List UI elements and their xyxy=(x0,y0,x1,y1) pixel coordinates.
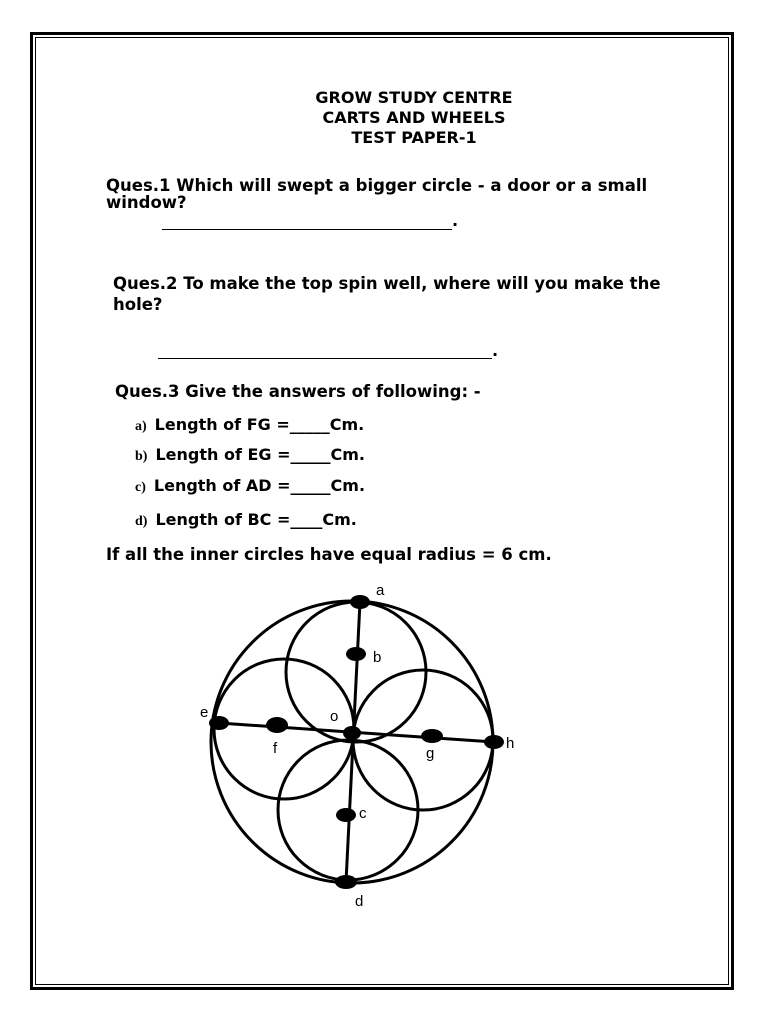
point-a xyxy=(350,595,370,609)
question-3-title: Ques.3 Give the answers of following: - xyxy=(115,382,481,401)
label-e: e xyxy=(200,704,209,721)
item-text: Length of FG =_____Cm. xyxy=(154,415,365,434)
page-header xyxy=(0,88,768,148)
item-marker: d) xyxy=(135,514,148,529)
question-3-item-a xyxy=(135,415,364,435)
point-c xyxy=(336,808,356,822)
answer-line-2-end: . xyxy=(492,341,499,360)
label-g: g xyxy=(426,745,435,762)
school-name: GROW STUDY CENTRE xyxy=(315,88,513,107)
label-o: o xyxy=(330,708,339,725)
paper-title: TEST PAPER-1 xyxy=(351,128,477,147)
chapter-title: CARTS AND WHEELS xyxy=(322,108,506,127)
point-b xyxy=(346,647,366,661)
answer-line-1-end: . xyxy=(452,211,459,230)
item-text: Length of BC =____Cm. xyxy=(155,510,357,529)
label-b: b xyxy=(373,649,382,666)
item-text: Length of AD =_____Cm. xyxy=(153,476,366,495)
question-3-item-d xyxy=(135,510,357,530)
point-g xyxy=(421,729,443,743)
label-h: h xyxy=(506,735,515,752)
label-c: c xyxy=(359,805,367,822)
question-1-line1: Ques.1 Which will swept a bigger circle - a door or a small xyxy=(106,176,648,195)
item-marker: a) xyxy=(135,419,147,434)
question-1-line2: window? xyxy=(106,193,187,212)
item-marker: b) xyxy=(135,449,148,464)
label-a: a xyxy=(376,582,385,599)
question-2-line2: hole? xyxy=(113,295,163,314)
point-f xyxy=(266,717,288,733)
label-f: f xyxy=(273,740,278,757)
question-3-note: If all the inner circles have equal radius = 6 cm. xyxy=(106,545,552,564)
point-o xyxy=(343,726,361,740)
question-2-line1: Ques.2 To make the top spin well, where will you make the xyxy=(113,274,661,293)
label-d: d xyxy=(355,893,364,910)
item-marker: c) xyxy=(135,480,146,495)
question-3-item-c xyxy=(135,476,365,496)
point-h xyxy=(484,735,504,749)
answer-line-2[interactable] xyxy=(158,358,492,359)
answer-line-1[interactable] xyxy=(162,229,452,230)
item-text: Length of EG =_____Cm. xyxy=(155,445,366,464)
question-3-item-b xyxy=(135,445,365,465)
circles-diagram xyxy=(200,578,522,910)
point-e xyxy=(209,716,229,730)
point-d xyxy=(335,875,357,889)
